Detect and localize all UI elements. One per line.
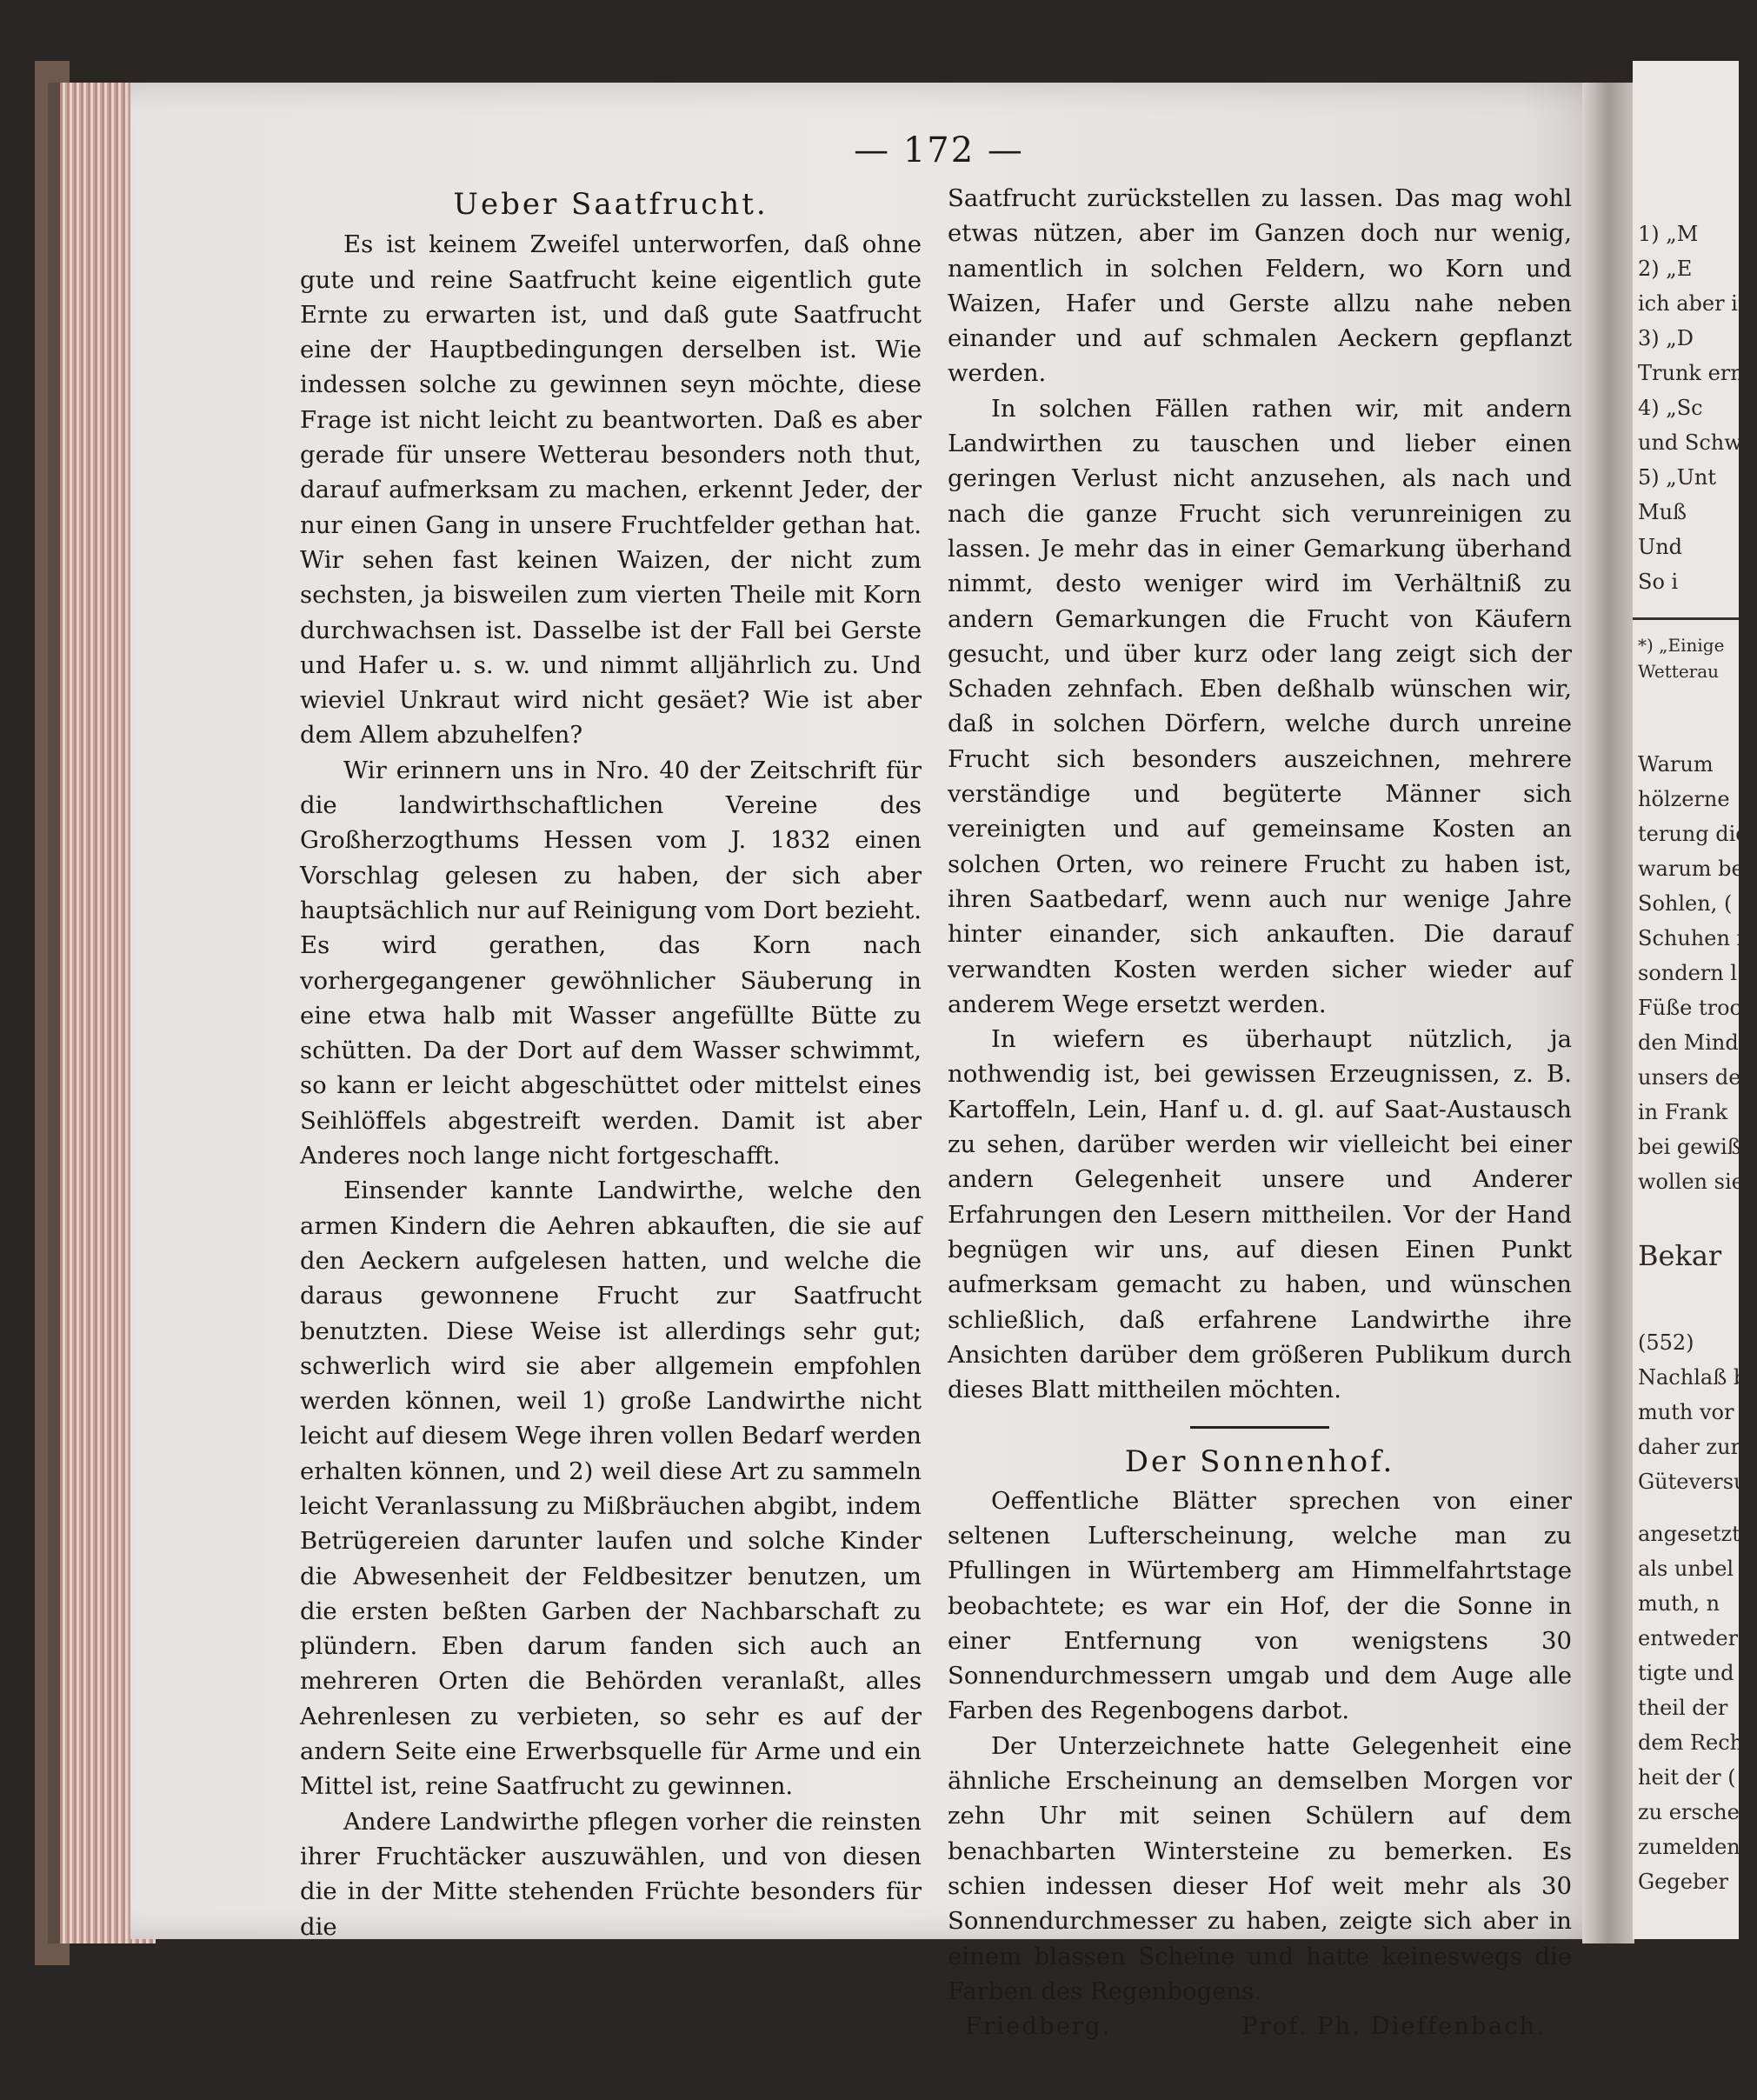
next-page-text: muth vor (1638, 1400, 1734, 1424)
next-page-text: So i (1638, 570, 1679, 594)
next-page-text: theil der (1638, 1696, 1728, 1720)
next-page-text: Füße troc (1638, 996, 1741, 1020)
next-page-text: Güteversu (1638, 1470, 1747, 1494)
next-page-text: in Frank (1638, 1100, 1728, 1124)
next-page-text: den Mind (1638, 1030, 1739, 1055)
next-page-text: ich aber ir (1638, 291, 1748, 316)
next-page-text: zu erschei (1638, 1800, 1747, 1824)
page-number: — 172 — (854, 130, 1024, 170)
next-page-text: 5) „Unt (1638, 465, 1717, 490)
next-page-text: Trunk ern (1638, 361, 1744, 385)
next-page-text: 3) „D (1638, 326, 1694, 350)
right-page-fragment (1633, 61, 1757, 1939)
next-page-text: angesetzt (1638, 1522, 1740, 1546)
next-page-text: hölzerne (1638, 787, 1730, 811)
right-column (948, 181, 1572, 2043)
next-page-text: Wetterau (1638, 661, 1720, 682)
next-page-text: entweder (1638, 1626, 1739, 1650)
next-page-text: sondern l (1638, 961, 1738, 985)
next-page-text: Nachlaß b (1638, 1365, 1747, 1390)
next-page-text: als unbel (1638, 1557, 1734, 1581)
paragraph: Der Unterzeichnete hatte Gelegenheit eine ähnliche Erscheinung an demselben Morgen vor zehn Uhr mit seinen Schülern auf dem benachbarten Wintersteine zu bemerken. Es schien indessen dieser Hof weit mehr als 30 Sonnendurchmesser zu haben, zeigte sich aber in einem blassen Scheine und hatte keineswegs die Farben des Regenbogens. (948, 1731, 1572, 2005)
next-page-text: Und (1638, 535, 1683, 559)
next-page-text: tigte und (1638, 1661, 1734, 1685)
footnote-rule (1633, 617, 1739, 620)
signature-name: Prof. Ph. Dieffenbach. (1241, 2012, 1546, 2041)
next-page-text: 4) „Sc (1638, 396, 1703, 420)
next-page-text: terung die (1638, 822, 1748, 846)
next-page-text: bei gewiß (1638, 1135, 1741, 1159)
paragraph: Es ist keinem Zweifel unterworfen, daß ohne gute und reine Saatfrucht keine eigentlich gute Ernte zu erwarten ist, und daß gute Saatfrucht eine der Hauptbedingungen derselben ist. Wie indessen solche zu gewinnen seyn möchte, diese Frage ist nicht leicht zu beantworten. Daß es aber gerade für unsere Wetterau besonders noth thut, darauf aufmerksam zu machen, erkennt Jeder, der nur einen Gang in unsere Fruchtfelder gethan hat. Wir sehen fast keinen Waizen, der nicht zum sechsten, ja bisweilen zum vierten Theile mit Korn durchwachsen ist. Dasselbe ist der Fall bei Gerste und Hafer u. s. w. und nimmt alljährlich zu. Und wieviel Unkraut wird nicht gesäet? Wie ist aber dem Allem abzuhelfen? (300, 230, 922, 750)
next-page-text: heit der ( (1638, 1765, 1736, 1790)
paragraph: Andere Landwirthe pflegen vorher die reinsten ihrer Fruchtäcker auszuwählen, und von diesen die in der Mitte stehenden Früchte besonders für die (300, 1807, 922, 1941)
next-page-text: 2) „E (1638, 257, 1693, 281)
paragraph: Wir erinnern uns in Nro. 40 der Zeitschrift für die landwirthschaftlichen Vereine des Großherzogthums Hessen vom J. 1832 einen Vorschlag gelesen zu haben, der sich aber hauptsächlich nur auf Reinigung vom Dort bezieht. Es wird gerathen, das Korn nach vorhergegangener gewöhnlicher Säuberung in eine etwa halb mit Wasser angefüllte Bütte zu schütten. Da der Dort auf dem Wasser schwimmt, so kann er leicht abgeschüttet oder mittelst eines Seihlöffels abgestreift werden. Damit ist aber Anderes noch lange nicht fortgeschafft. (300, 756, 922, 1170)
article-heading-sonnenhof: Der Sonnenhof. (1124, 1444, 1395, 1480)
next-page-text: Sohlen, ( (1638, 891, 1733, 916)
next-page-text: Muß (1638, 500, 1687, 524)
next-page-text: (552) (1638, 1330, 1694, 1355)
paragraph: Oeffentliche Blätter sprechen von einer seltenen Lufterscheinung, welche man zu Pfullingen in Würtemberg am Himmelfahrtstage beobachtete; es war ein Hof, der die Sonne in einer Entfernung von wenigstens 30 Sonnendurchmessern umgab und dem Auge alle Farben des Regenbogens darbot. (948, 1486, 1572, 1725)
next-page-text: *) „Einige (1638, 635, 1725, 656)
next-page-text: Gegeber (1638, 1870, 1728, 1894)
next-page-text: 1) „M (1638, 222, 1699, 246)
section-divider (1190, 1426, 1329, 1429)
next-page-text: und Schwe (1638, 430, 1754, 455)
paragraph: In wiefern es überhaupt nützlich, ja nothwendig ist, bei gewissen Erzeugnissen, z. B. Kartoffeln, Lein, Hanf u. d. gl. auf Saat-Austausch zu sehen, darüber werden wir vielleicht bei einer andern Gelegenheit unsere und Anderer Erfahrungen den Lesern mittheilen. Vor der Hand begnügen wir uns, auf diesen Einen Punkt aufmerksam gemacht zu haben, und wünschen schließlich, daß erfahrene Landwirthe ihre Ansichten darüber dem größeren Publikum durch dieses Blatt mittheilen möchten. (948, 1025, 1572, 1404)
next-page-text: dem Rech (1638, 1730, 1744, 1755)
paragraph: In solchen Fällen rathen wir, mit andern Landwirthen zu tauschen und lieber einen geringen Verlust nicht anzusehen, als nach und nach die ganze Frucht sich verunreinigen zu lassen. Je mehr das in einer Gemarkung überhand nimmt, desto weniger wird im Verhältniß zu andern Gemarkungen die Frucht von Käufern gesucht, und über kurz oder lang zeigt sich der Schaden zehnfach. Eben deßhalb wünschen wir, daß in solchen Dörfern, welche durch unreine Frucht sich besonders auszeichnen, mehrere verständige und begüterte Männer sich vereinigten und auf gemeinsame Kosten an solchen Orten, wo reinere Frucht zu haben ist, ihren Saatbedarf, wenn auch nur wenige Jahre hinter einander, sich ankauften. Die darauf verwandten Kosten werden sicher wieder auf anderem Wege ersetzt werden. (948, 394, 1572, 1018)
article-heading-saatfrucht: Ueber Saatfrucht. (453, 187, 769, 222)
book-gutter (1582, 83, 1634, 1943)
next-page-text: wollen sie (1638, 1170, 1744, 1194)
next-page-text: unsers de (1638, 1065, 1741, 1090)
next-page-text: Schuhen f (1638, 926, 1745, 950)
next-page-text: zumelden (1638, 1835, 1740, 1859)
paragraph: Saatfrucht zurückstellen zu lassen. Das mag wohl etwas nützen, aber im Ganzen doch nur wenig, namentlich in solchen Feldern, wo Korn und Waizen, Hafer und Gerste allzu nahe neben einander und auf schmalen Aeckern gepflanzt werden. (948, 184, 1572, 388)
next-page-text: warum bed (1638, 857, 1757, 881)
next-page-text: Warum (1638, 752, 1714, 777)
signature-place: Friedberg. (965, 2012, 1112, 2041)
next-page-text: daher zur (1638, 1435, 1741, 1459)
signature-line (948, 2009, 1572, 2043)
next-page-text: muth, n (1638, 1591, 1720, 1616)
left-column (300, 187, 922, 1944)
paragraph: Einsender kannte Landwirthe, welche den armen Kindern die Aehren abkauften, die sie auf den Aeckern aufgelesen hatten, und welche die daraus gewonnene Frucht zur Saatfrucht benutzten. Diese Weise ist allerdings sehr gut; schwerlich wird sie aber allgemein empfohlen werden können, weil 1) große Landwirthe nicht leicht auf diesem Wege ihren vollen Bedarf werden erhalten können, und 2) weil diese Art zu sammeln leicht Veranlassung zu Mißbräuchen abgibt, indem Betrügereien darunter laufen und solche Kinder die Abwesenheit der Feldbesitzer benutzen, um die ersten beßten Garben der Nachbarschaft zu plündern. Eben darum fanden sich auch an mehreren Orten die Behörden veranlaßt, alles Aehrenlesen zu verbieten, so sehr es auf der andern Seite eine Erwerbsquelle für Arme und ein Mittel ist, reine Saatfrucht zu gewinnen. (300, 1177, 922, 1801)
next-page-text: Bekar (1638, 1239, 1722, 1272)
